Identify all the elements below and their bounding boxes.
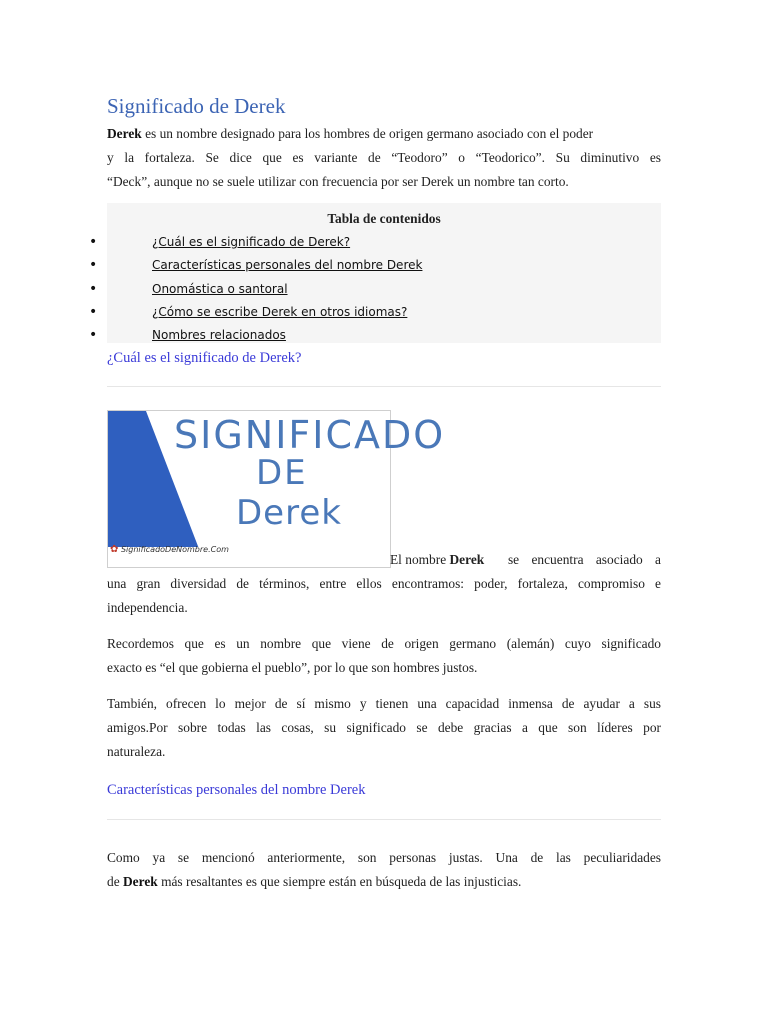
section2-p1-pre: de xyxy=(107,874,123,889)
image-text-derek: Derek xyxy=(236,493,342,533)
bullet-icon: • xyxy=(89,303,98,320)
toc-list xyxy=(89,231,661,347)
section1-paragraph-3 xyxy=(107,692,661,764)
page-title: Significado de Derek xyxy=(107,94,286,118)
divider xyxy=(107,386,661,387)
section1-p2-line-2: exacto es “el que gobierna el pueblo”, por lo que son hombres justos. xyxy=(107,660,478,675)
image-watermark xyxy=(110,544,229,555)
section1-p3-line-3: naturaleza. xyxy=(107,744,166,759)
section1-p1-first-line xyxy=(390,548,661,572)
section1-p3-line-2: amigos.Por sobre todas las cosas, su significado se debe gracias a que son líderes por xyxy=(107,720,661,735)
section1-p1-lead-text: El nombre xyxy=(390,552,450,567)
section-heading-caracteristicas: Características personales del nombre Derek xyxy=(107,782,366,798)
section1-p3-line-1: También, ofrecen lo mejor de sí mismo y tienen una capacidad inmensa de ayudar a sus xyxy=(107,696,661,711)
toc-item xyxy=(89,301,661,324)
intro-line-1 xyxy=(107,122,661,146)
bullet-icon: • xyxy=(89,280,98,297)
section2-paragraph-1 xyxy=(107,846,661,894)
table-of-contents xyxy=(89,203,661,344)
toc-link-idiomas[interactable]: ¿Cómo se escribe Derek en otros idiomas? xyxy=(152,304,408,319)
section1-p1-lead xyxy=(390,548,484,572)
toc-item xyxy=(89,278,661,301)
bullet-icon: • xyxy=(89,327,98,344)
toc-item xyxy=(89,254,661,277)
toc-item xyxy=(89,231,661,254)
intro-line-1-text: es un nombre designado para los hombres de origen germano asociado con el poder xyxy=(141,126,594,141)
intro-name: Derek xyxy=(107,126,142,141)
intro-paragraph xyxy=(107,122,661,194)
section1-p1-line-2: una gran diversidad de términos, entre ellos encontramos: poder, fortaleza, compromiso e xyxy=(107,576,661,591)
section2-p1-line-1: Como ya se mencionó anteriormente, son personas justas. Una de las peculiaridades xyxy=(107,850,661,865)
section1-p1-start xyxy=(390,548,661,572)
flower-icon: ✿ xyxy=(110,544,119,555)
toc-link-significado[interactable]: ¿Cuál es el significado de Derek? xyxy=(152,235,351,249)
section1-p2-line-1: Recordemos que es un nombre que viene de origen germano (alemán) cuyo significado xyxy=(107,636,661,651)
toc-title: Tabla de contenidos xyxy=(327,211,441,226)
section2-p1-post: más resaltantes es que siempre están en búsqueda de las injusticias. xyxy=(157,874,522,889)
section2-p1-name: Derek xyxy=(123,874,158,889)
section1-p1-line-3: independencia. xyxy=(107,600,188,615)
divider xyxy=(107,819,661,820)
section1-p1-tail: se encuentra asociado a xyxy=(507,552,661,567)
section1-p1-name: Derek xyxy=(449,552,485,567)
toc-link-caracteristicas[interactable]: Características personales del nombre Derek xyxy=(152,258,423,273)
bullet-icon: • xyxy=(89,234,98,250)
bullet-icon: • xyxy=(89,257,98,274)
toc-link-onomastica[interactable]: Onomástica o santoral xyxy=(152,281,288,296)
section-heading-significado: ¿Cuál es el significado de Derek? xyxy=(107,350,302,366)
image-watermark-text: SignificadoDeNombre.Com xyxy=(120,545,229,554)
intro-line-2: y la fortaleza. Se dice que es variante de “Teodoro” o “Teodorico”. Su diminutivo es xyxy=(107,150,661,165)
image-text-de: DE xyxy=(256,453,308,493)
section1-paragraph-2 xyxy=(107,632,661,680)
section2-p1-line-2 xyxy=(107,870,661,894)
section1-paragraph-1 xyxy=(107,572,661,620)
toc-item xyxy=(89,324,661,347)
toc-link-relacionados[interactable]: Nombres relacionados xyxy=(152,328,286,343)
image-text-significado: SIGNIFICADO xyxy=(174,413,446,457)
intro-line-3: “Deck”, aunque no se suele utilizar con frecuencia por ser Derek un nombre tan corto. xyxy=(107,174,569,189)
